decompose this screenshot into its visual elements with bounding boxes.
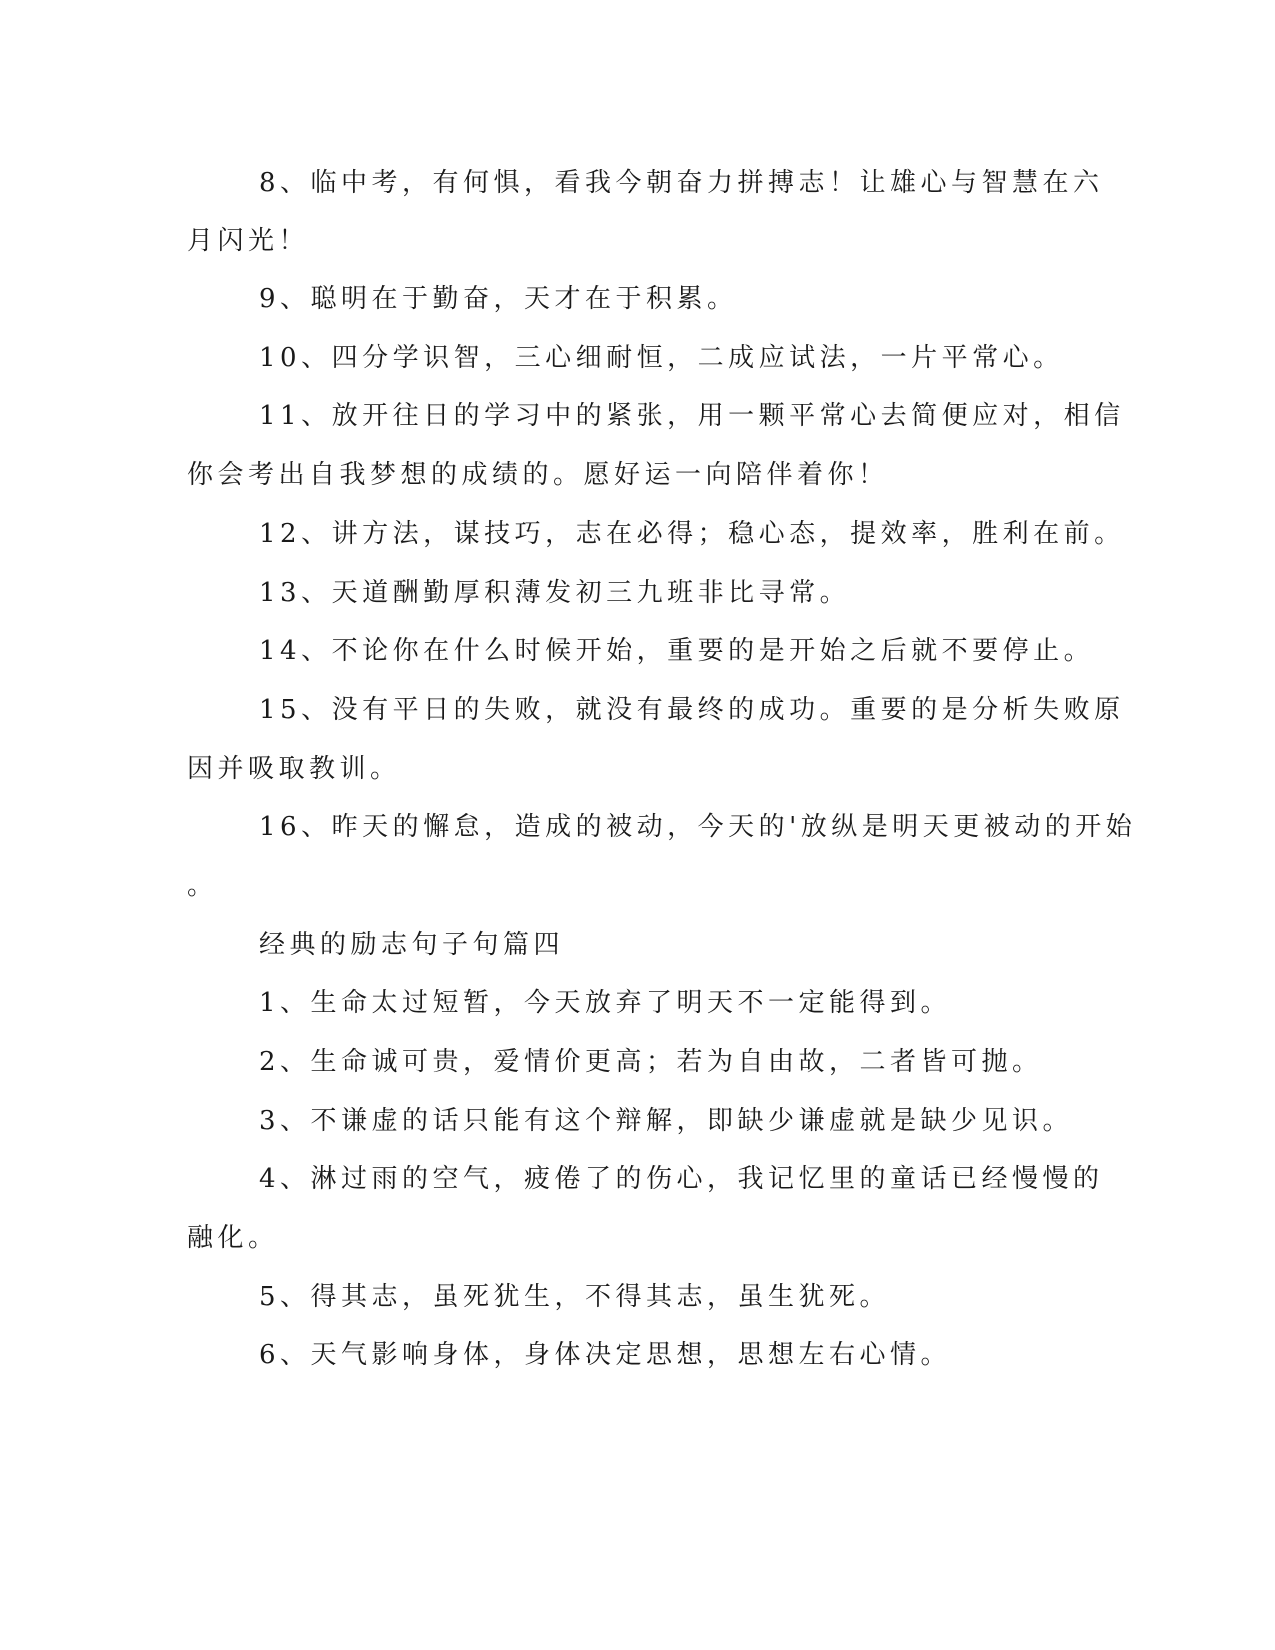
paragraph-16-line-1: 16、昨天的懈怠，造成的被动，今天的'放纵是明天更被动的开始 xyxy=(259,812,1137,842)
paragraph-s4-4-line-2: 融化。 xyxy=(187,1223,279,1253)
paragraph-s4-4-line-1: 4、淋过雨的空气，疲倦了的伤心，我记忆里的童话已经慢慢的 xyxy=(259,1164,1104,1194)
paragraph-s4-5: 5、得其志，虽死犹生，不得其志，虽生犹死。 xyxy=(259,1282,891,1312)
section-heading: 经典的励志句子句篇四 xyxy=(259,930,565,960)
paragraph-s4-3: 3、不谦虚的话只能有这个辩解，即缺少谦虚就是缺少见识。 xyxy=(259,1106,1074,1136)
paragraph-8-line-1: 8、临中考，有何惧，看我今朝奋力拼搏志！让雄心与智慧在六 xyxy=(259,168,1104,198)
paragraph-11-line-1: 11、放开往日的学习中的紧张，用一颗平常心去简便应对，相信 xyxy=(259,401,1125,431)
paragraph-16-line-2: 。 xyxy=(187,871,218,901)
paragraph-8-line-2: 月闪光！ xyxy=(187,226,310,256)
paragraph-s4-2: 2、生命诚可贵，爱情价更高；若为自由故，二者皆可抛。 xyxy=(259,1047,1043,1077)
paragraph-s4-1: 1、生命太过短暂，今天放弃了明天不一定能得到。 xyxy=(259,988,952,1018)
paragraph-9: 9、聪明在于勤奋，天才在于积累。 xyxy=(259,284,738,314)
paragraph-s4-6: 6、天气影响身体，身体决定思想，思想左右心情。 xyxy=(259,1340,952,1370)
paragraph-15-line-1: 15、没有平日的失败，就没有最终的成功。重要的是分析失败原 xyxy=(259,695,1125,725)
paragraph-11-line-2: 你会考出自我梦想的成绩的。愿好运一向陪伴着你！ xyxy=(187,460,889,490)
paragraph-13: 13、天道酬勤厚积薄发初三九班非比寻常。 xyxy=(259,578,851,608)
paragraph-10: 10、四分学识智，三心细耐恒，二成应试法，一片平常心。 xyxy=(259,343,1064,373)
paragraph-15-line-2: 因并吸取教训。 xyxy=(187,754,401,784)
paragraph-14: 14、不论你在什么时候开始，重要的是开始之后就不要停止。 xyxy=(259,636,1095,666)
paragraph-12: 12、讲方法，谋技巧，志在必得；稳心态，提效率，胜利在前。 xyxy=(259,519,1125,549)
